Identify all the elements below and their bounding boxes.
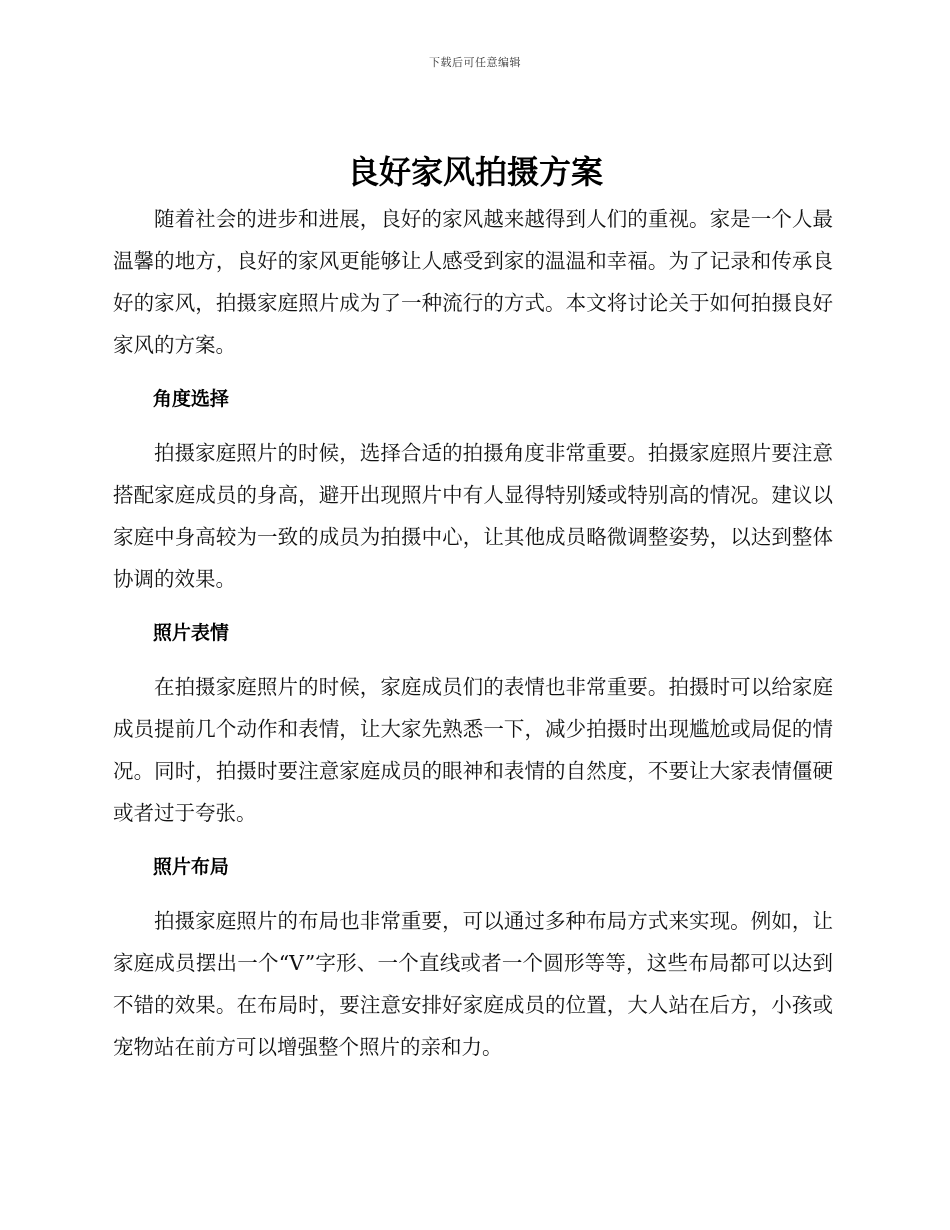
section-paragraph: 在拍摄家庭照片的时候，家庭成员们的表情也非常重要。拍摄时可以给家庭成员提前几个动作和表情，让大家先熟悉一下，减少拍摄时出现尴尬或局促的情况。同时，拍摄时要注意家庭成员的眼神和表情的自然度，不要让大家表情僵硬或者过于夸张。	[113, 675, 833, 825]
section-paragraph: 拍摄家庭照片的时候，选择合适的拍摄角度非常重要。拍摄家庭照片要注意搭配家庭成员的身高，避开出现照片中有人显得特别矮或特别高的情况。建议以家庭中身高较为一致的成员为拍摄中心，让其他成员略微调整姿势，以达到整体协调的效果。	[113, 441, 833, 591]
section-expression	[113, 612, 833, 834]
section-heading: 照片布局	[152, 856, 229, 878]
header-note: 下载后可任意编辑	[429, 56, 521, 69]
section-layout	[113, 846, 833, 1068]
document-title: 良好家风拍摄方案	[346, 153, 603, 191]
document-body	[113, 198, 833, 1068]
section-heading: 照片表情	[152, 622, 229, 644]
section-angle	[113, 378, 833, 600]
intro-paragraph: 随着社会的进步和进展，良好的家风越来越得到人们的重视。家是一个人最温馨的地方，良好的家风更能够让人感受到家的温温和幸福。为了记录和传承良好的家风，拍摄家庭照片成为了一种流行的方式。本文将讨论关于如何拍摄良好家风的方案。	[113, 207, 833, 357]
section-paragraph: 拍摄家庭照片的布局也非常重要，可以通过多种布局方式来实现。例如，让家庭成员摆出一个“V”字形、一个直线或者一个圆形等等，这些布局都可以达到不错的效果。在布局时，要注意安排好家庭成员的位置，大人站在后方，小孩或宠物站在前方可以增强整个照片的亲和力。	[113, 909, 833, 1059]
section-heading: 角度选择	[152, 388, 229, 410]
